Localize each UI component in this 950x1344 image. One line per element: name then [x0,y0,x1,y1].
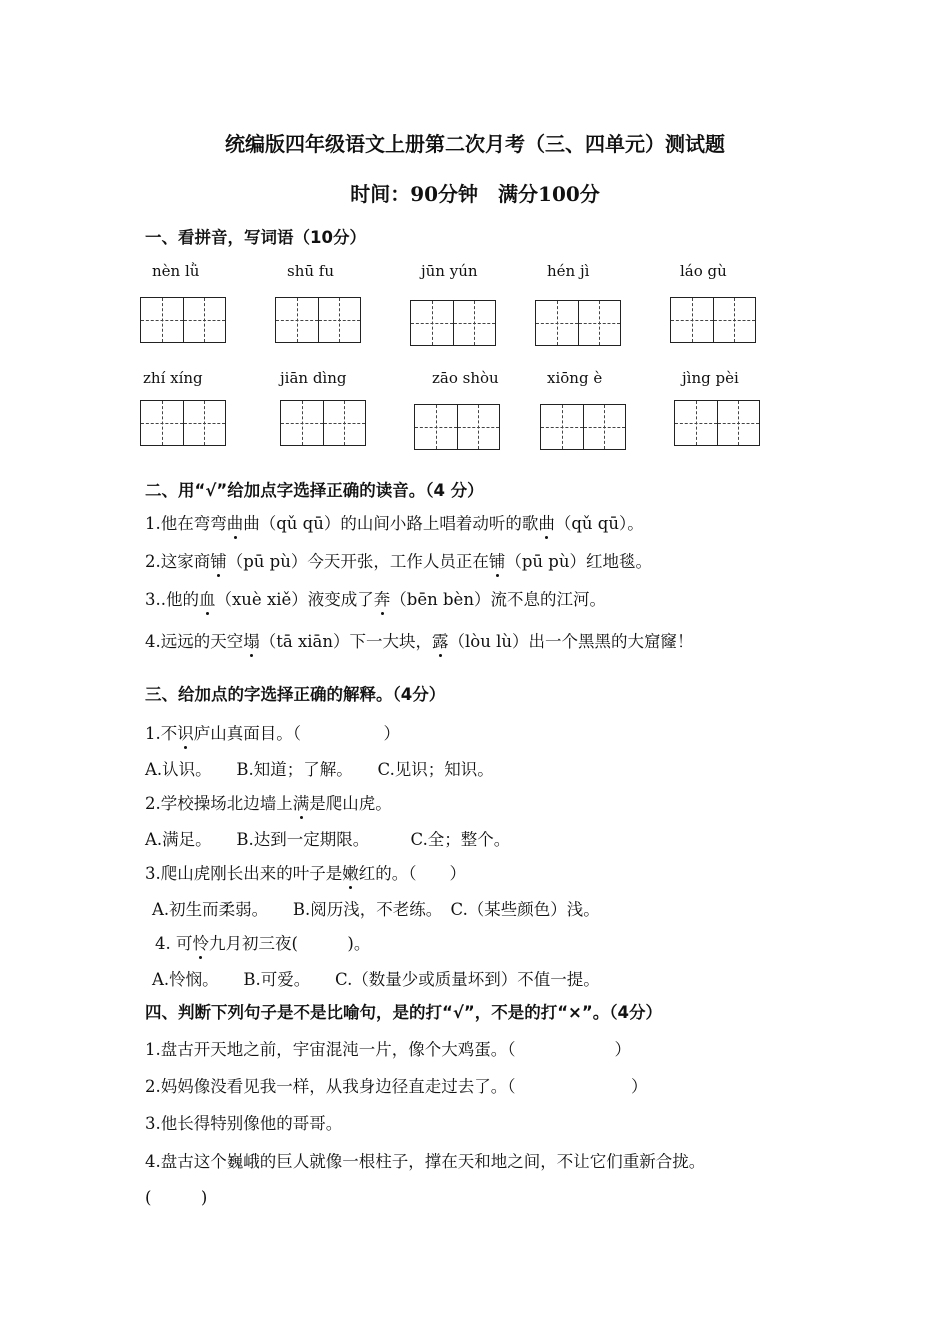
question-line: 4. 可怜九月初三夜( )。 [155,930,370,954]
answer-blank: ( ) [145,1188,208,1207]
answer-options: A.初生而柔弱。 B.阅历浅，不老练。 C.（某些颜色）浅。 [152,900,600,919]
writing-grid[interactable] [535,300,621,346]
pinyin-label: hén jì [547,262,590,280]
section-2-heading: 二、用“√”给加点字选择正确的读音。（4 分） [145,481,484,500]
pinyin-label: xiōng è [547,369,603,387]
pinyin-label: nèn lǜ [152,262,200,280]
question-line: 3..他的血（xuè xiě）液变成了奔（bēn bèn）流不息的江河。 [145,586,606,610]
writing-grid[interactable] [280,400,366,446]
question-line: 1.盘古开天地之前，宇宙混沌一片，像个大鸡蛋。（ ） [145,1040,631,1059]
dotted-char: 识 [177,720,194,744]
pinyin-label: jiān dìng [280,369,347,387]
question-line: 1.他在弯弯曲曲（qǔ qū）的山间小路上唱着动听的歌曲（qǔ qū）。 [145,510,644,534]
page-subtitle: 时间：90分钟 满分100分 [350,182,600,206]
section-1-heading: 一、看拼音，写词语（10分） [145,228,366,247]
answer-options: A.怜悯。 B.可爱。 C.（数量少或质量坏到）不值一提。 [152,970,600,989]
question-line: 4.盘古这个巍峨的巨人就像一根柱子，撑在天和地之间，不让它们重新合拢。 [145,1152,706,1171]
section-4-heading: 四、判断下列句子是不是比喻句，是的打“√”，不是的打“×”。（4分） [145,1003,662,1022]
writing-grid[interactable] [540,404,626,450]
question-line: 3.他长得特别像他的哥哥。 [145,1114,343,1133]
dotted-char: 怜 [193,930,210,954]
dotted-char: 嫩 [342,860,359,884]
dotted-char: 铺 [489,548,506,572]
question-line: 2.学校操场北边墙上满是爬山虎。 [145,790,392,814]
dotted-char: 塌 [243,628,260,652]
writing-grid[interactable] [140,297,226,343]
dotted-char: 曲 [538,510,555,534]
question-line: 2.妈妈像没看见我一样，从我身边径直走过去了。（ ） [145,1077,648,1096]
answer-options: A.认识。 B.知道；了解。 C.见识；知识。 [145,760,494,779]
question-line: 4.远远的天空塌（tā xiān）下一大块，露（lòu lù）出一个黑黑的大窟窿！ [145,628,694,652]
question-line: 2.这家商铺（pū pù）今天开张，工作人员正在铺（pū pù）红地毯。 [145,548,652,572]
dotted-char: 满 [293,790,310,814]
pinyin-label: láo gù [680,262,727,280]
dotted-char: 露 [432,628,449,652]
writing-grid[interactable] [670,297,756,343]
dotted-char: 血 [199,586,216,610]
writing-grid[interactable] [414,404,500,450]
question-line: 3.爬山虎刚长出来的叶子是嫩红的。（ ） [145,860,466,884]
writing-grid[interactable] [674,400,760,446]
pinyin-label: jūn yún [421,262,478,280]
answer-options: A.满足。 B.达到一定期限。 C.全；整个。 [145,830,511,849]
dotted-char: 铺 [210,548,227,572]
writing-grid[interactable] [140,400,226,446]
section-3-heading: 三、给加点的字选择正确的解释。（4分） [145,685,446,704]
writing-grid[interactable] [275,297,361,343]
pinyin-label: zāo shòu [432,369,499,387]
page-title: 统编版四年级语文上册第二次月考（三、四单元）测试题 [225,132,725,156]
writing-grid[interactable] [410,300,496,346]
pinyin-label: zhí xíng [143,369,203,387]
dotted-char: 奔 [374,586,391,610]
pinyin-label: jìng pèi [682,369,739,387]
question-line: 1.不识庐山真面目。（ ） [145,720,400,744]
dotted-char: 曲 [227,510,244,534]
pinyin-label: shū fu [287,262,334,280]
